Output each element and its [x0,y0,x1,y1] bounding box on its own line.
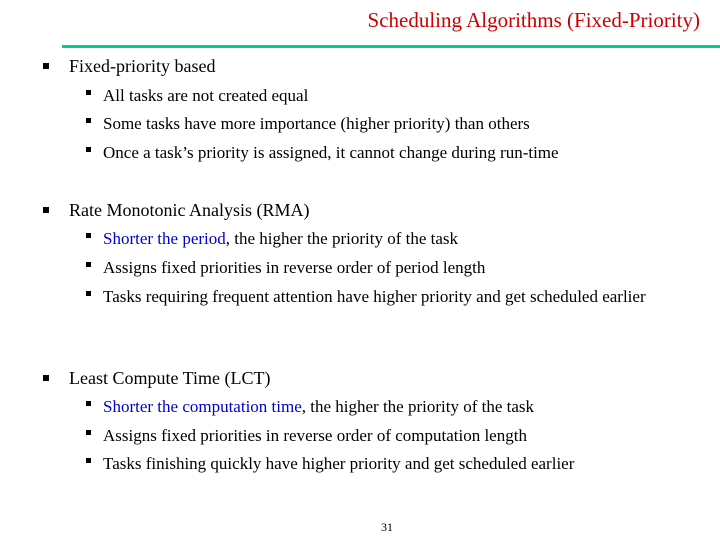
slide-title: Scheduling Algorithms (Fixed-Priority) [367,8,700,32]
list-item-text: Assigns fixed priorities in reverse order of period length [103,258,486,277]
list-item-text: Tasks finishing quickly have higher priority and get scheduled earlier [103,454,575,473]
square-bullet-icon [86,430,91,435]
square-bullet-icon [86,233,91,238]
section-heading: Least Compute Time (LCT) [69,368,271,388]
square-bullet-icon [86,90,91,95]
list-item-text: Once a task’s priority is assigned, it cannot change during run-time [103,143,559,162]
highlight-term: Shorter the period [103,229,226,248]
item-text-rest: , the higher the priority of the task [225,229,459,248]
section-heading: Rate Monotonic Analysis (RMA) [69,200,310,220]
list-item-text: Tasks requiring frequent attention have higher priority and get scheduled earlier [103,287,646,306]
highlight-term: Shorter the computation time [103,397,302,416]
list-item-text [103,226,703,252]
square-bullet-icon [86,401,91,406]
title-divider [62,45,720,48]
square-bullet-icon [43,63,49,69]
list-item-text: Assigns fixed priorities in reverse order of computation length [103,426,527,445]
square-bullet-icon [86,262,91,267]
square-bullet-icon [86,118,91,123]
list-item-text [103,394,703,420]
square-bullet-icon [43,207,49,213]
section-heading: Fixed-priority based [69,56,216,76]
square-bullet-icon [86,291,91,296]
square-bullet-icon [86,458,91,463]
square-bullet-icon [43,375,49,381]
item-text-rest: , the higher the priority of the task [301,397,535,416]
list-item-text: All tasks are not created equal [103,86,309,105]
square-bullet-icon [86,147,91,152]
page-number: 31 [381,520,393,534]
list-item-text: Some tasks have more importance (higher priority) than others [103,114,530,133]
